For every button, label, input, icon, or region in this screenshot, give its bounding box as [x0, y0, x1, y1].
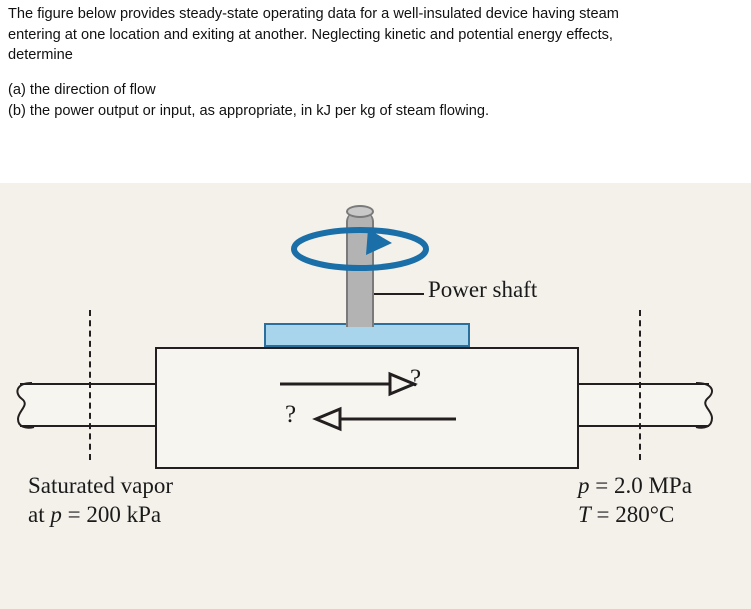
inlet-pressure-value: = 200 kPa — [61, 502, 162, 528]
problem-line-3: determine — [8, 47, 73, 64]
device-figure — [0, 183, 751, 609]
outlet-temperature-value: = 280°C — [590, 502, 675, 528]
inlet-pressure-symbol: p — [50, 502, 62, 528]
outlet-state-line1 — [578, 471, 692, 500]
outlet-station-line — [639, 310, 641, 460]
flow-arrow-left-icon — [278, 405, 458, 433]
flow-question-mark-lower: ? — [285, 401, 297, 428]
flow-question-mark-upper: ? — [410, 365, 422, 392]
pipe-break-curl-right-icon — [694, 377, 720, 433]
power-shaft-top-cap — [346, 205, 374, 218]
problem-line-1: The figure below provides steady-state operating data for a well-insulated device having steam — [8, 6, 619, 22]
outlet-state-label — [578, 471, 692, 530]
power-shaft-leader-line — [374, 293, 424, 295]
shaft-rotation-arrow-icon — [288, 223, 433, 275]
outlet-pipe — [574, 383, 709, 427]
problem-part-b: (b) the power output or input, as appropriate, in kJ per kg of steam flowing. — [8, 102, 490, 119]
outlet-pressure-symbol: p — [578, 473, 590, 498]
flow-arrow-right-icon — [278, 371, 428, 397]
pipe-break-curl-left-icon — [10, 377, 36, 433]
paragraph-gap — [8, 66, 748, 80]
inlet-at-text: at — [28, 502, 51, 528]
outlet-pressure-value: = 2.0 MPa — [589, 473, 692, 498]
problem-line-2: entering at one location and exiting at another. Neglecting kinetic and potential energy effects, — [8, 26, 613, 43]
inlet-state-line1: Saturated vapor — [28, 473, 173, 498]
problem-statement — [8, 4, 748, 122]
inlet-station-line — [89, 310, 91, 460]
inlet-state-line2 — [28, 500, 173, 529]
outlet-temperature-symbol: T — [578, 502, 591, 528]
problem-part-a: (a) the direction of flow — [8, 82, 156, 99]
outlet-state-line2 — [578, 500, 692, 529]
power-shaft-label: Power shaft — [428, 277, 538, 302]
inlet-state-label — [28, 471, 173, 530]
